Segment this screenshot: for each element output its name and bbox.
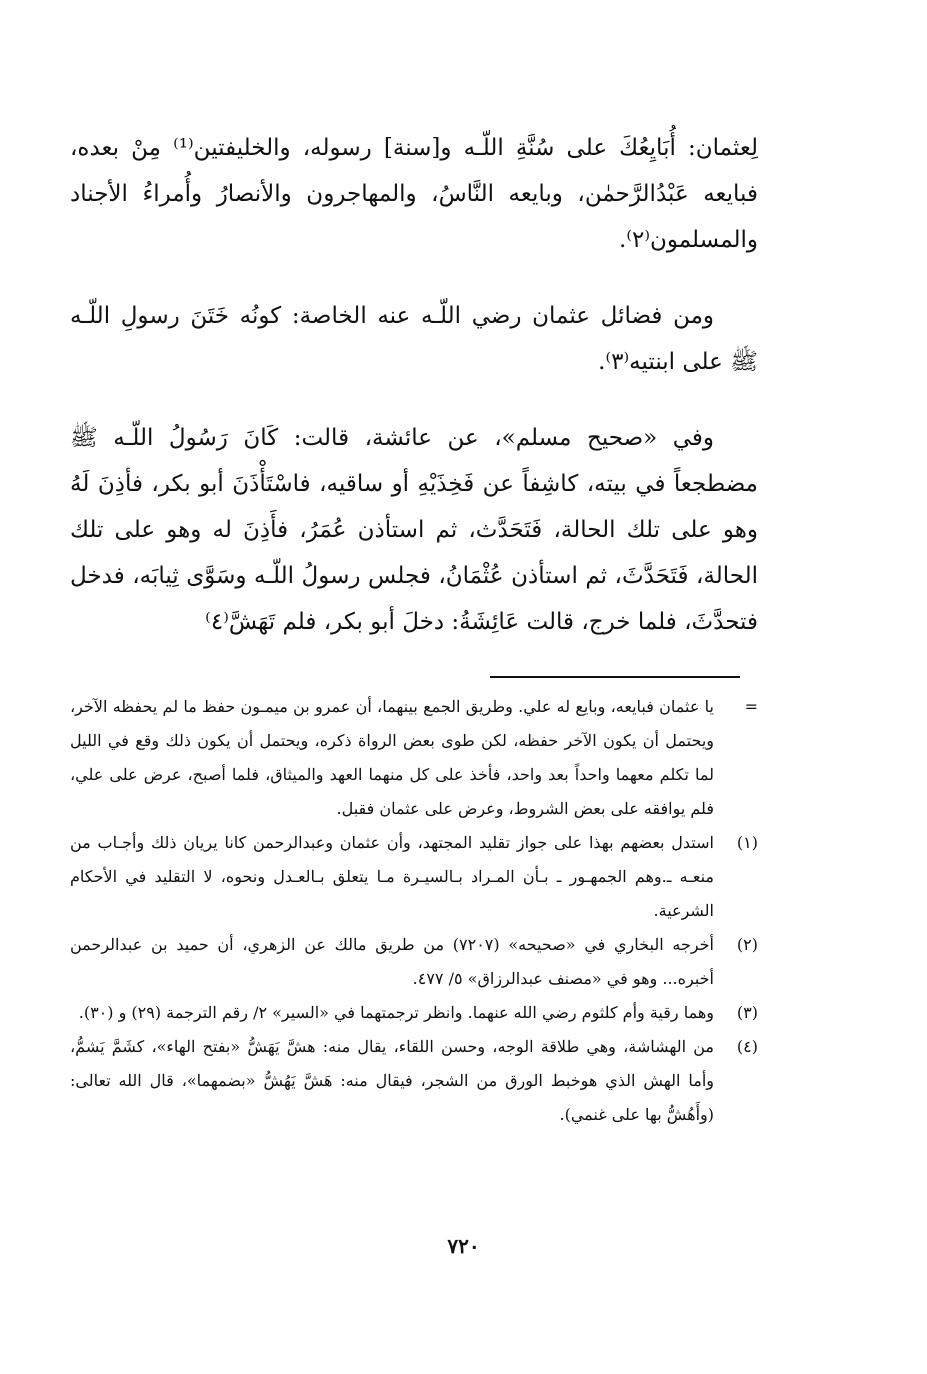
paragraph-2: ومن فضائل عثمان رضي اللّـه عنه الخاصة: كونُه خَتَنَ رسولِ اللّـه ﷺ على ابنتيه⁽٣⁾. <box>70 303 758 375</box>
footnote-text: وهما رقية وأم كلثوم رضي الله عنهما. وانظر ترجمتهما في «السير» ٢/ رقم الترجمة (٢٩) و (٣٠). <box>78 1003 714 1022</box>
paragraph-1: لِعثمان: أُبَايِعُكَ على سُنَّةِ اللّـه و[سنة] رسوله، والخليفتين⁽¹⁾ مِنْ بعده، فبايعه عَبْدُالرَّحمٰن، وبايعه النَّاسُ، والمهاجرون والأنصارُ وأُمراءُ الأجناد والمسلمون⁽٢⁾. <box>70 135 758 253</box>
footnote-text: يا عثمان فبايعه، وبايع له علي. وطريق الجمع بينهما، أن عمرو بن ميمـون حفظ ما لم يحفظه الآخر، ويحتمل أن يكون الآخر حفظه، لكن طوى بعض الرواة ذكره، ويحتمل أن يكون ذلك وقع في الليل لما تكلم معهما واحداً بعد واحد، فأخذ على كل منهما العهد والميثاق، فلما أصبح، عرض على علي، فلم يوافقه على بعض الشروط، وعرض على عثمان فقبل. <box>70 697 714 818</box>
footnote-text: أخرجه البخاري في «صحيحه» (٧٢٠٧) من طريق مالك عن الزهري، أن حميد بن عبدالرحمن أخبره... وهو في «مصنف عبدالرزاق» ٥/ ٤٧٧. <box>70 935 715 988</box>
footnote-1 <box>70 826 758 928</box>
footnote-mark: (٢) <box>736 935 758 954</box>
footnote-text: من الهشاشة، وهي طلاقة الوجه، وحسن اللقاء، يقال منه: هشَّ يَهَشُّ «بفتح الهاء»، كشَمَّ يَشمُّ، وأما الهش الذي هوخبط الورق من الشجر، فيقال منه: هَشَّ يَهُشُّ «بضمهما»، قال الله تعالى: (وأَهُشُّ بها على غنمي). <box>70 1037 715 1124</box>
footnote-mark: = <box>744 697 758 716</box>
page-number: ٧٢٠ <box>447 1234 480 1258</box>
footnote-mark: (١) <box>736 833 758 852</box>
footnote-mark: (٤) <box>736 1037 758 1056</box>
footnote-4 <box>70 1030 758 1132</box>
footnote-continuation <box>70 690 758 826</box>
footnote-text: استدل بعضهم بهذا على جواز تقليد المجتهد، وأن عثمان وعبدالرحمن كانا يريان ذلك وأجـاب من منعـه ـ.وهم الجمهـور ـ بـأن المـراد بـالسيـرة مـا يتعلق بـالعـدل ونحوه، لا التقليد في الأحكام الشرعية. <box>70 833 714 920</box>
footnote-2 <box>70 928 758 996</box>
footnote-mark: (٣) <box>736 1003 758 1022</box>
footnote-separator <box>490 676 740 678</box>
main-text <box>70 125 758 675</box>
paragraph-3: وفي «صحيح مسلم»، عن عائشة، قالت: كَانَ رَسُولُ اللّـه ﷺ مضطجعاً في بيته، كاشِفاً عن فَخِذَيْهِ أو ساقيه، فاسْتَأْذَنَ أبو بكر، فأذِنَ لَهُ وهو على تلك الحالة، فَتَحَدَّث، ثم استأذن عُمَرُ، فأَذِنَ له وهو على تلك الحالة، فَتَحَدَّثَ، ثم استأذن عُثْمَانُ، فجلس رسولُ اللّـه وسَوَّى ثِيابَه، فدخل فتحدَّثَ، فلما خرج، قالت عَائِشَةُ: دخلَ أبو بكر، فلم تَهَشَّ⁽٤⁾ <box>70 425 758 635</box>
footnotes <box>70 690 758 1132</box>
footnote-3 <box>70 996 758 1030</box>
